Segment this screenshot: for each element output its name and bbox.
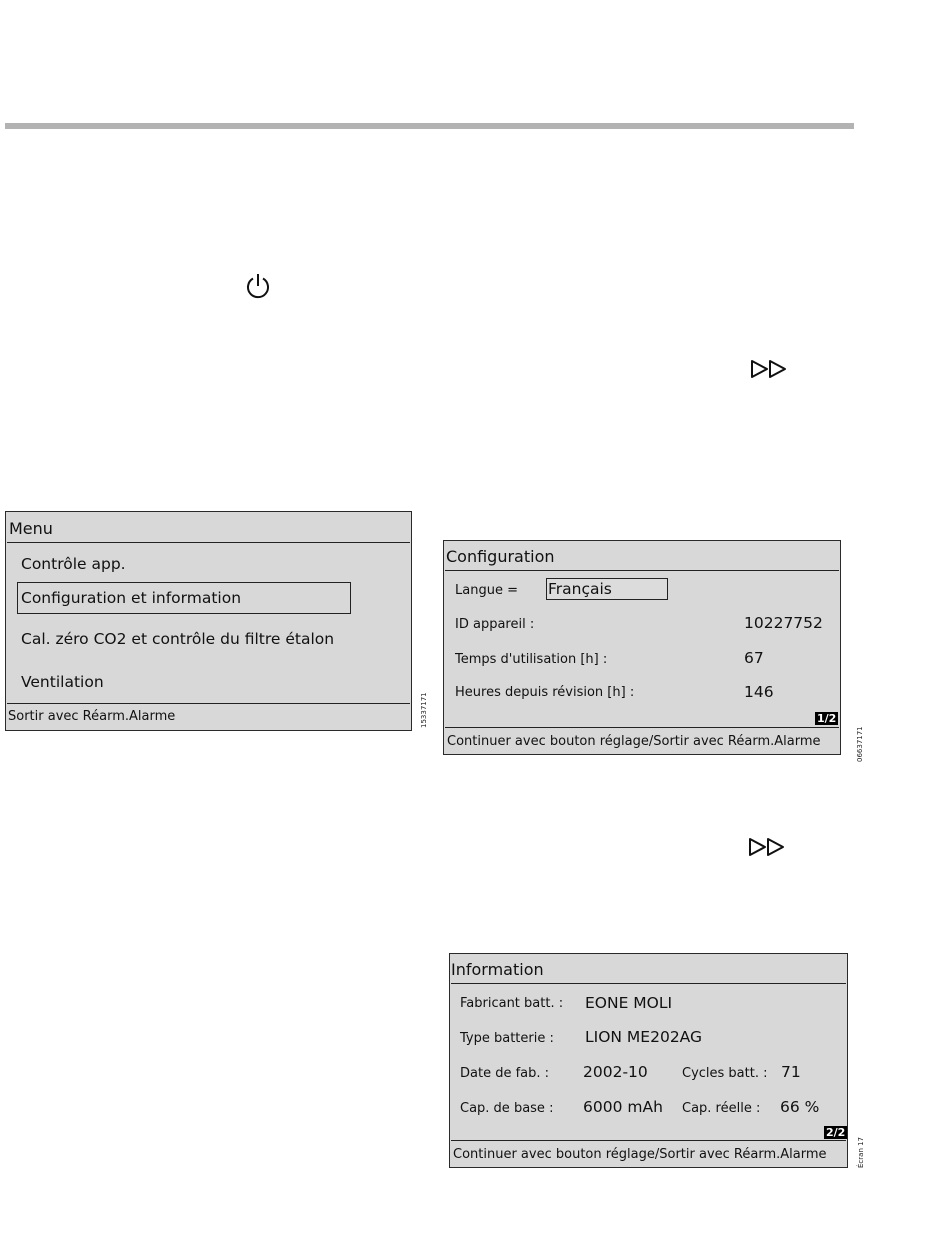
usage-time-label: Temps d'utilisation [h] :: [455, 652, 608, 667]
menu-item-controle[interactable]: Contrôle app.: [21, 555, 126, 573]
menu-item-calibration[interactable]: Cal. zéro CO2 et contrôle du filtre étalon: [21, 630, 335, 648]
base-capacity-value: 6000 mAh: [583, 1098, 663, 1116]
config-title: Configuration: [446, 547, 555, 566]
menu-ref-code: 15337171: [420, 692, 428, 728]
service-hours-label: Heures depuis révision [h] :: [455, 685, 635, 700]
battery-cycles-label: Cycles batt. :: [682, 1066, 768, 1081]
menu-item-configuration[interactable]: Configuration et information: [21, 589, 242, 607]
language-value: Français: [548, 580, 612, 598]
page-indicator: 2/2: [826, 1126, 846, 1139]
device-id-value: 10227752: [744, 614, 823, 632]
menu-footer-divider: [7, 703, 410, 704]
real-capacity-label: Cap. réelle :: [682, 1101, 761, 1116]
double-forward-icon: [750, 359, 790, 379]
menu-footer: Sortir avec Réarm.Alarme: [8, 709, 176, 724]
header-rule: [5, 123, 854, 129]
service-hours-value: 146: [744, 683, 774, 701]
usage-time-value: 67: [744, 649, 764, 667]
config-title-divider: [445, 570, 839, 571]
power-icon: [245, 272, 271, 300]
page-indicator: 1/2: [817, 712, 837, 725]
battery-type-label: Type batterie :: [460, 1031, 554, 1046]
info-footer-divider: [451, 1140, 846, 1141]
manufacturer-value: EONE MOLI: [585, 994, 673, 1012]
manufacture-date-label: Date de fab. :: [460, 1066, 550, 1081]
manufacture-date-value: 2002-10: [583, 1063, 648, 1081]
menu-title: Menu: [9, 519, 53, 538]
info-title: Information: [451, 960, 544, 979]
battery-type-value: LION ME202AG: [585, 1028, 703, 1046]
real-capacity-value: 66 %: [780, 1098, 820, 1116]
battery-cycles-value: 71: [781, 1063, 801, 1081]
manufacturer-label: Fabricant batt. :: [460, 996, 564, 1011]
menu-item-ventilation[interactable]: Ventilation: [21, 673, 104, 691]
info-screen: [449, 953, 848, 1168]
info-ref-code: Écran 17: [857, 1136, 865, 1168]
device-id-label: ID appareil :: [455, 617, 535, 632]
config-footer: Continuer avec bouton réglage/Sortir avec Réarm.Alarme: [447, 734, 821, 749]
double-forward-icon: [748, 837, 788, 857]
menu-screen: [5, 511, 412, 731]
info-title-divider: [451, 983, 846, 984]
config-footer-divider: [445, 727, 839, 728]
info-footer: Continuer avec bouton réglage/Sortir avec Réarm.Alarme: [453, 1147, 827, 1162]
language-label: Langue =: [455, 583, 518, 598]
menu-title-divider: [7, 542, 410, 543]
config-ref-code: 06637171: [856, 726, 864, 762]
config-screen: [443, 540, 841, 755]
base-capacity-label: Cap. de base :: [460, 1101, 554, 1116]
